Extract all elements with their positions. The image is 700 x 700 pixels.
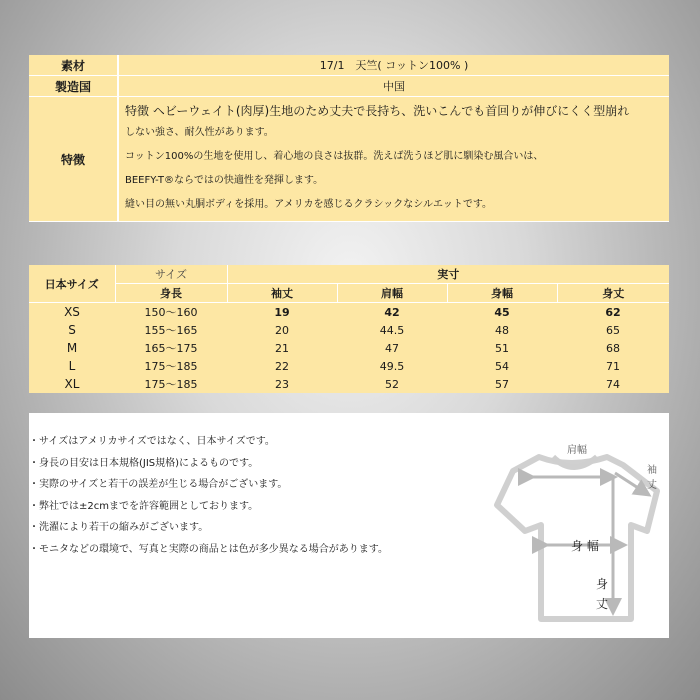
size-cell: M [66, 341, 78, 355]
size-header-row-1 [29, 265, 669, 284]
list-item: ・弊社では±2cmまでを許容範囲としております。 [29, 500, 259, 512]
shoulder-header: 肩幅 [337, 284, 447, 303]
sleeve-cell: 23 [275, 377, 289, 391]
table-row [29, 339, 669, 357]
material-table [29, 55, 669, 222]
tshirt-icon [461, 433, 661, 638]
features-line: しない強さ、耐久性があります。 [125, 127, 274, 138]
sleeve-cell: 20 [275, 323, 289, 337]
shoulder-cell: 47 [385, 341, 399, 355]
table-row [29, 375, 669, 393]
origin-row [29, 76, 669, 97]
body-width-label: 身 幅 [571, 539, 599, 553]
list-item: ・身長の目安は日本規格(JIS規格)によるものです。 [29, 457, 259, 469]
notes-panel [29, 413, 669, 638]
material-value: 17/1 天竺( コットン100% ) [118, 55, 669, 76]
list-item: ・モニタなどの環境で、写真と実際の商品とは色が多少異なる場合があります。 [29, 543, 388, 555]
sleeve-cell: 19 [274, 305, 290, 319]
features-line: コットン100%の生地を使用し、着心地の良さは抜群。洗えば洗うほど肌に馴染む風合いは、 [125, 151, 544, 162]
sleeve-cell: 22 [275, 359, 289, 373]
body-width-cell: 45 [494, 305, 510, 319]
table-row [29, 357, 669, 375]
list-item: ・実際のサイズと若干の誤差が生じる場合がございます。 [29, 479, 288, 490]
height-cell: 175〜185 [144, 360, 198, 373]
sleeve-label: 袖丈 [647, 465, 657, 491]
size-header-row-2 [29, 284, 669, 303]
body-width-cell: 54 [495, 359, 509, 373]
size-table [29, 265, 669, 393]
size-cell: XL [64, 377, 80, 391]
material-label: 素材 [29, 55, 118, 76]
japan-size-header: 日本サイズ [29, 265, 115, 303]
body-width-cell: 51 [495, 341, 509, 355]
features-line: BEEFY-T®ならではの快適性を発揮します。 [125, 175, 324, 186]
table-row [29, 321, 669, 339]
shoulder-label: 肩幅 [567, 445, 587, 456]
height-header: 身長 [115, 284, 227, 303]
material-row [29, 55, 669, 76]
height-cell: 155〜165 [144, 324, 198, 337]
body-length-cell: 68 [606, 341, 620, 355]
size-cell: S [68, 323, 76, 337]
features-line: 特徴 ヘビーウェイト(肉厚)生地のため丈夫で長持ち、洗いこんでも首回りが伸びにくく型崩れ [125, 104, 630, 118]
features-line: 縫い目の無い丸胴ボディを採用。アメリカを感じるクラシックなシルエットです。 [125, 199, 493, 210]
size-group-header: サイズ [115, 265, 227, 284]
height-cell: 165〜175 [144, 342, 198, 355]
body-length-cell: 65 [606, 323, 620, 337]
features-row [29, 97, 669, 222]
height-cell: 175〜185 [144, 378, 198, 391]
origin-label: 製造国 [29, 76, 118, 97]
body-length-header: 身丈 [557, 284, 669, 303]
height-cell: 150〜160 [144, 306, 198, 319]
body-length-cell: 62 [605, 305, 621, 319]
table-row [29, 303, 669, 322]
shoulder-cell: 42 [384, 305, 400, 319]
sleeve-header: 袖丈 [227, 284, 337, 303]
features-label: 特徴 [29, 97, 118, 222]
sleeve-cell: 21 [275, 341, 289, 355]
tshirt-size-diagram [461, 433, 661, 638]
body-width-cell: 48 [495, 323, 509, 337]
actual-group-header: 実寸 [227, 265, 669, 284]
shoulder-cell: 44.5 [379, 323, 405, 337]
body-length-cell: 74 [606, 377, 620, 391]
features-text [118, 97, 669, 222]
body-width-header: 身幅 [447, 284, 557, 303]
body-length-label-top: 身 [596, 577, 609, 591]
list-item: ・サイズはアメリカサイズではなく、日本サイズです。 [29, 436, 275, 447]
origin-value: 中国 [118, 76, 669, 97]
size-cell: L [68, 359, 76, 373]
list-item: ・洗濯により若干の縮みがございます。 [29, 522, 209, 533]
size-cell: XS [64, 305, 80, 319]
body-length-label-bottom: 丈 [596, 597, 609, 611]
shoulder-cell: 49.5 [379, 359, 405, 373]
shoulder-cell: 52 [385, 377, 399, 391]
notes-list [29, 431, 388, 560]
body-width-cell: 57 [495, 377, 509, 391]
body-length-cell: 71 [606, 359, 620, 373]
